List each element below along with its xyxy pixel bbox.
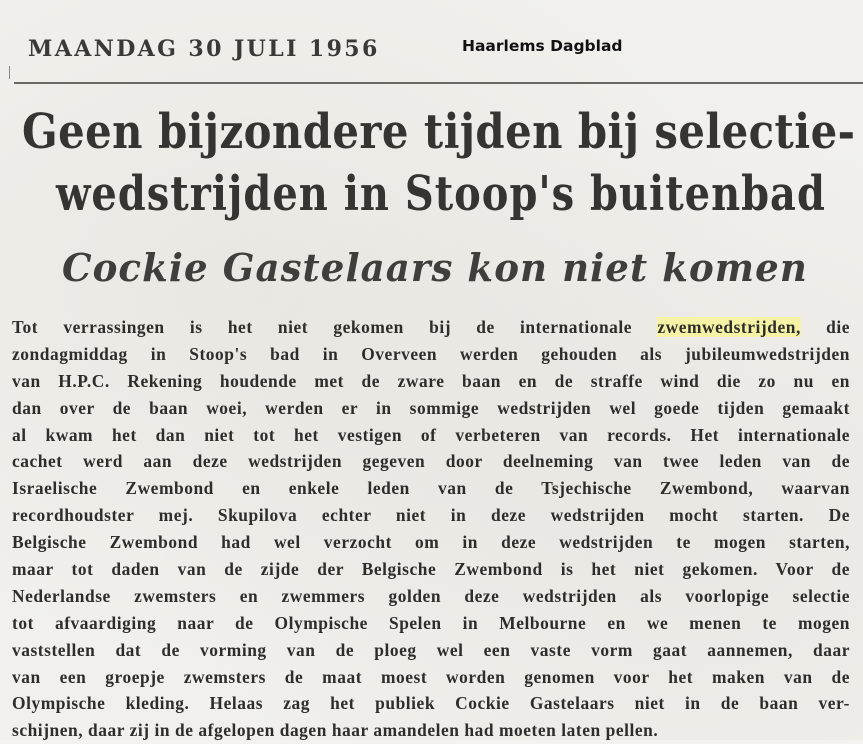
article-line: Nederlandse zwemsters en zwemmers golden deze wedstrijden als voorlopige selectie xyxy=(12,585,850,606)
header-rule xyxy=(14,82,863,84)
dateline: MAANDAG 30 JULI 1956 xyxy=(28,36,380,62)
article-line: Olympische kleding. Helaas zag het publiek Cockie Gastelaars niet in de baan ver- xyxy=(12,693,850,714)
article-line: al kwam het dan niet tot het vestigen of verbeteren van records. Het internationale xyxy=(12,424,850,445)
source-label: Haarlems Dagblad xyxy=(462,37,623,55)
article-line: Israelische Zwembond en enkele leden van de Tsjechische Zwembond, waarvan xyxy=(12,478,850,499)
article-line: recordhoudster mej. Skupilova echter niet in deze wedstrijden mocht starten. De xyxy=(12,505,850,526)
article-line: van H.P.C. Rekening houdende met de zware baan en de straffe wind die zo nu en xyxy=(12,370,850,391)
article-line: van een groepje zwemsters de maat moest worden genomen voor het maken van de xyxy=(12,666,850,687)
article-body xyxy=(12,314,850,744)
article-line: schijnen, daar zij in de afgelopen dagen haar amandelen had moeten laten pellen. xyxy=(12,720,659,741)
article-line xyxy=(12,314,850,341)
headline-line-1: Geen bijzondere tijden bij selectie- xyxy=(22,104,856,160)
article-line-tail: die xyxy=(800,317,850,337)
article-line: Belgische Zwembond had wel verzocht om in deze wedstrijden te mogen starten, xyxy=(12,532,850,553)
margin-mark xyxy=(9,66,15,79)
headline-line-2: wedstrijden in Stoop's buitenbad xyxy=(56,166,826,222)
article-line: tot afvaardiging naar de Olympische Spelen in Melbourne en we menen te mogen xyxy=(12,612,850,633)
article-line: maar tot daden van de zijde der Belgische Zwembond is het niet gekomen. Voor de xyxy=(12,559,850,580)
article-line: zondagmiddag in Stoop's bad in Overveen werden gehouden als jubileumwedstrijden xyxy=(12,343,850,364)
article-line: vaststellen dat de vorming van de ploeg wel een vaste vorm gaat aannemen, daar xyxy=(12,639,850,660)
article-line: dan over de baan woei, werden er in sommige wedstrijden wel goede tijden gemaakt xyxy=(12,397,850,418)
article-line-text: Tot verrassingen is het niet gekomen bij de internationale xyxy=(12,317,658,337)
highlighted-word: zwemwedstrijden, xyxy=(657,317,801,337)
subheadline: Cockie Gastelaars kon niet komen xyxy=(62,245,808,290)
article-line: cachet werd aan deze wedstrijden gegeven door deelneming van twee leden van de xyxy=(12,451,850,472)
